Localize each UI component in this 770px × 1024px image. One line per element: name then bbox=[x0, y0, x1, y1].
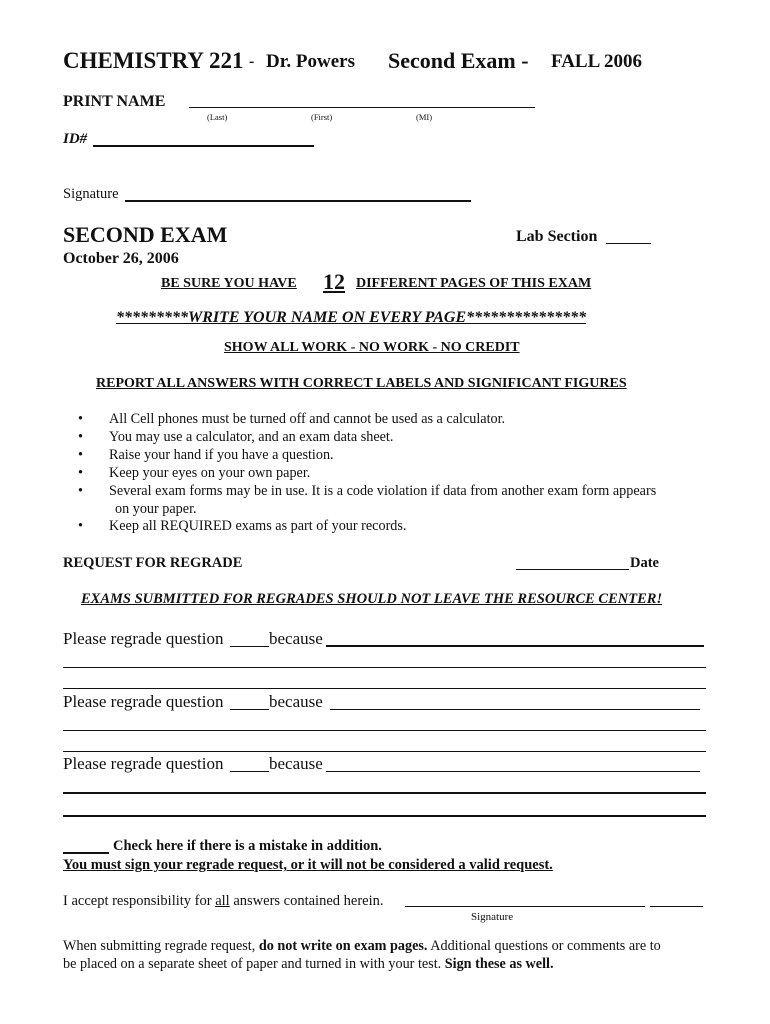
rule-item bbox=[78, 518, 656, 536]
print-name-field[interactable] bbox=[189, 107, 535, 108]
footer-line-2 bbox=[63, 956, 554, 973]
write-name-notice: *********WRITE YOUR NAME ON EVERY PAGE*************** bbox=[116, 309, 587, 326]
rules-list bbox=[78, 411, 656, 536]
accept-text-all: all bbox=[215, 893, 230, 909]
rule-text: You may use a calculator, and an exam data sheet. bbox=[109, 428, 394, 445]
footer-text: When submitting regrade request, bbox=[63, 938, 259, 954]
regrade-reason-line[interactable] bbox=[63, 792, 706, 794]
footer-line-1 bbox=[63, 938, 661, 955]
regrade-reason-field[interactable] bbox=[326, 771, 700, 772]
rule-text: Several exam forms may be in use. It is a code violation if data from another exam form appears bbox=[109, 482, 657, 499]
footer-bold-text: do not write on exam pages. bbox=[258, 938, 428, 954]
lab-section-label: Lab Section bbox=[516, 228, 598, 245]
bullet: • bbox=[78, 464, 83, 481]
rule-item bbox=[78, 447, 656, 465]
footer-bold-text: Sign these as well. bbox=[444, 956, 554, 972]
second-exam-title: SECOND EXAM bbox=[63, 222, 228, 247]
last-name-caption: (Last) bbox=[207, 112, 228, 122]
bullet: • bbox=[78, 446, 83, 463]
regrade-question-label: Please regrade question bbox=[63, 754, 224, 773]
rule-text: Keep all REQUIRED exams as part of your records. bbox=[109, 518, 407, 535]
regrade-question-number-field[interactable] bbox=[230, 771, 269, 772]
first-name-caption: (First) bbox=[311, 112, 333, 122]
exam-label: Second Exam - bbox=[388, 48, 529, 73]
rule-item bbox=[78, 465, 656, 483]
footer-text: be placed on a separate sheet of paper and turned in with your test. bbox=[63, 956, 445, 972]
regrade-date-label: Date bbox=[630, 555, 659, 571]
header-dash: - bbox=[249, 53, 255, 70]
accept-date-field[interactable] bbox=[650, 906, 703, 907]
accept-text-pre: I accept responsibility for bbox=[63, 893, 216, 909]
bullet: • bbox=[78, 428, 83, 445]
regrade-question-label: Please regrade question bbox=[63, 692, 224, 711]
regrade-question-number-field[interactable] bbox=[230, 709, 269, 710]
regrade-reason-field[interactable] bbox=[326, 645, 704, 647]
regrade-reason-line[interactable] bbox=[63, 688, 706, 689]
print-name-label: PRINT NAME bbox=[63, 93, 166, 110]
addition-mistake-checkbox[interactable] bbox=[63, 852, 109, 854]
middle-initial-caption: (MI) bbox=[416, 112, 433, 122]
rule-text: Keep your eyes on your own paper. bbox=[109, 464, 311, 481]
lab-section-field[interactable] bbox=[606, 243, 651, 244]
pages-notice-prefix: BE SURE YOU HAVE bbox=[161, 276, 297, 291]
exam-date: October 26, 2006 bbox=[63, 250, 179, 267]
rule-item bbox=[78, 429, 656, 447]
pages-notice-suffix: DIFFERENT PAGES OF THIS EXAM bbox=[356, 276, 592, 291]
pages-count: 12 bbox=[323, 269, 345, 294]
bullet: • bbox=[78, 482, 83, 499]
regrade-reason-line[interactable] bbox=[63, 730, 706, 731]
signature-label: Signature bbox=[63, 186, 119, 202]
because-label: because bbox=[269, 754, 323, 773]
regrade-reason-field[interactable] bbox=[330, 709, 700, 710]
regrade-date-field[interactable] bbox=[516, 569, 629, 570]
because-label: because bbox=[269, 629, 323, 648]
accept-text-post: answers contained herein. bbox=[229, 893, 384, 909]
regrade-notice: EXAMS SUBMITTED FOR REGRADES SHOULD NOT LEAVE THE RESOURCE CENTER! bbox=[81, 591, 663, 607]
show-work-notice: SHOW ALL WORK - NO WORK - NO CREDIT bbox=[224, 340, 520, 355]
id-field[interactable] bbox=[93, 145, 314, 147]
rule-text: All Cell phones must be turned off and cannot be used as a calculator. bbox=[109, 411, 506, 427]
because-label: because bbox=[269, 692, 323, 711]
bullet: • bbox=[78, 411, 83, 427]
regrade-heading: REQUEST FOR REGRADE bbox=[63, 555, 243, 571]
signature-caption: Signature bbox=[471, 911, 514, 923]
term-label: FALL 2006 bbox=[551, 51, 642, 72]
regrade-question-number-field[interactable] bbox=[230, 646, 269, 647]
regrade-question-label: Please regrade question bbox=[63, 629, 224, 648]
report-answers-notice: REPORT ALL ANSWERS WITH CORRECT LABELS AND SIGNIFICANT FIGURES bbox=[96, 376, 627, 391]
rule-item bbox=[78, 411, 656, 429]
addition-mistake-text: Check here if there is a mistake in addition. bbox=[113, 838, 382, 854]
signature-field[interactable] bbox=[125, 200, 471, 202]
must-sign-notice: You must sign your regrade request, or it will not be considered a valid request. bbox=[63, 857, 553, 873]
footer-text: Additional questions or comments are to bbox=[427, 938, 661, 954]
regrade-reason-line[interactable] bbox=[63, 751, 706, 752]
rule-text: Raise your hand if you have a question. bbox=[109, 446, 334, 463]
course-title: CHEMISTRY 221 bbox=[63, 48, 244, 73]
accept-signature-field[interactable] bbox=[405, 906, 645, 907]
id-label: ID# bbox=[63, 131, 88, 147]
regrade-reason-line[interactable] bbox=[63, 815, 706, 817]
regrade-reason-line[interactable] bbox=[63, 667, 706, 668]
instructor-name: Dr. Powers bbox=[266, 51, 355, 72]
rule-item-continued: on your paper. bbox=[115, 500, 197, 517]
bullet: • bbox=[78, 518, 83, 535]
rule-item bbox=[78, 483, 656, 501]
accept-responsibility-text bbox=[63, 893, 384, 910]
